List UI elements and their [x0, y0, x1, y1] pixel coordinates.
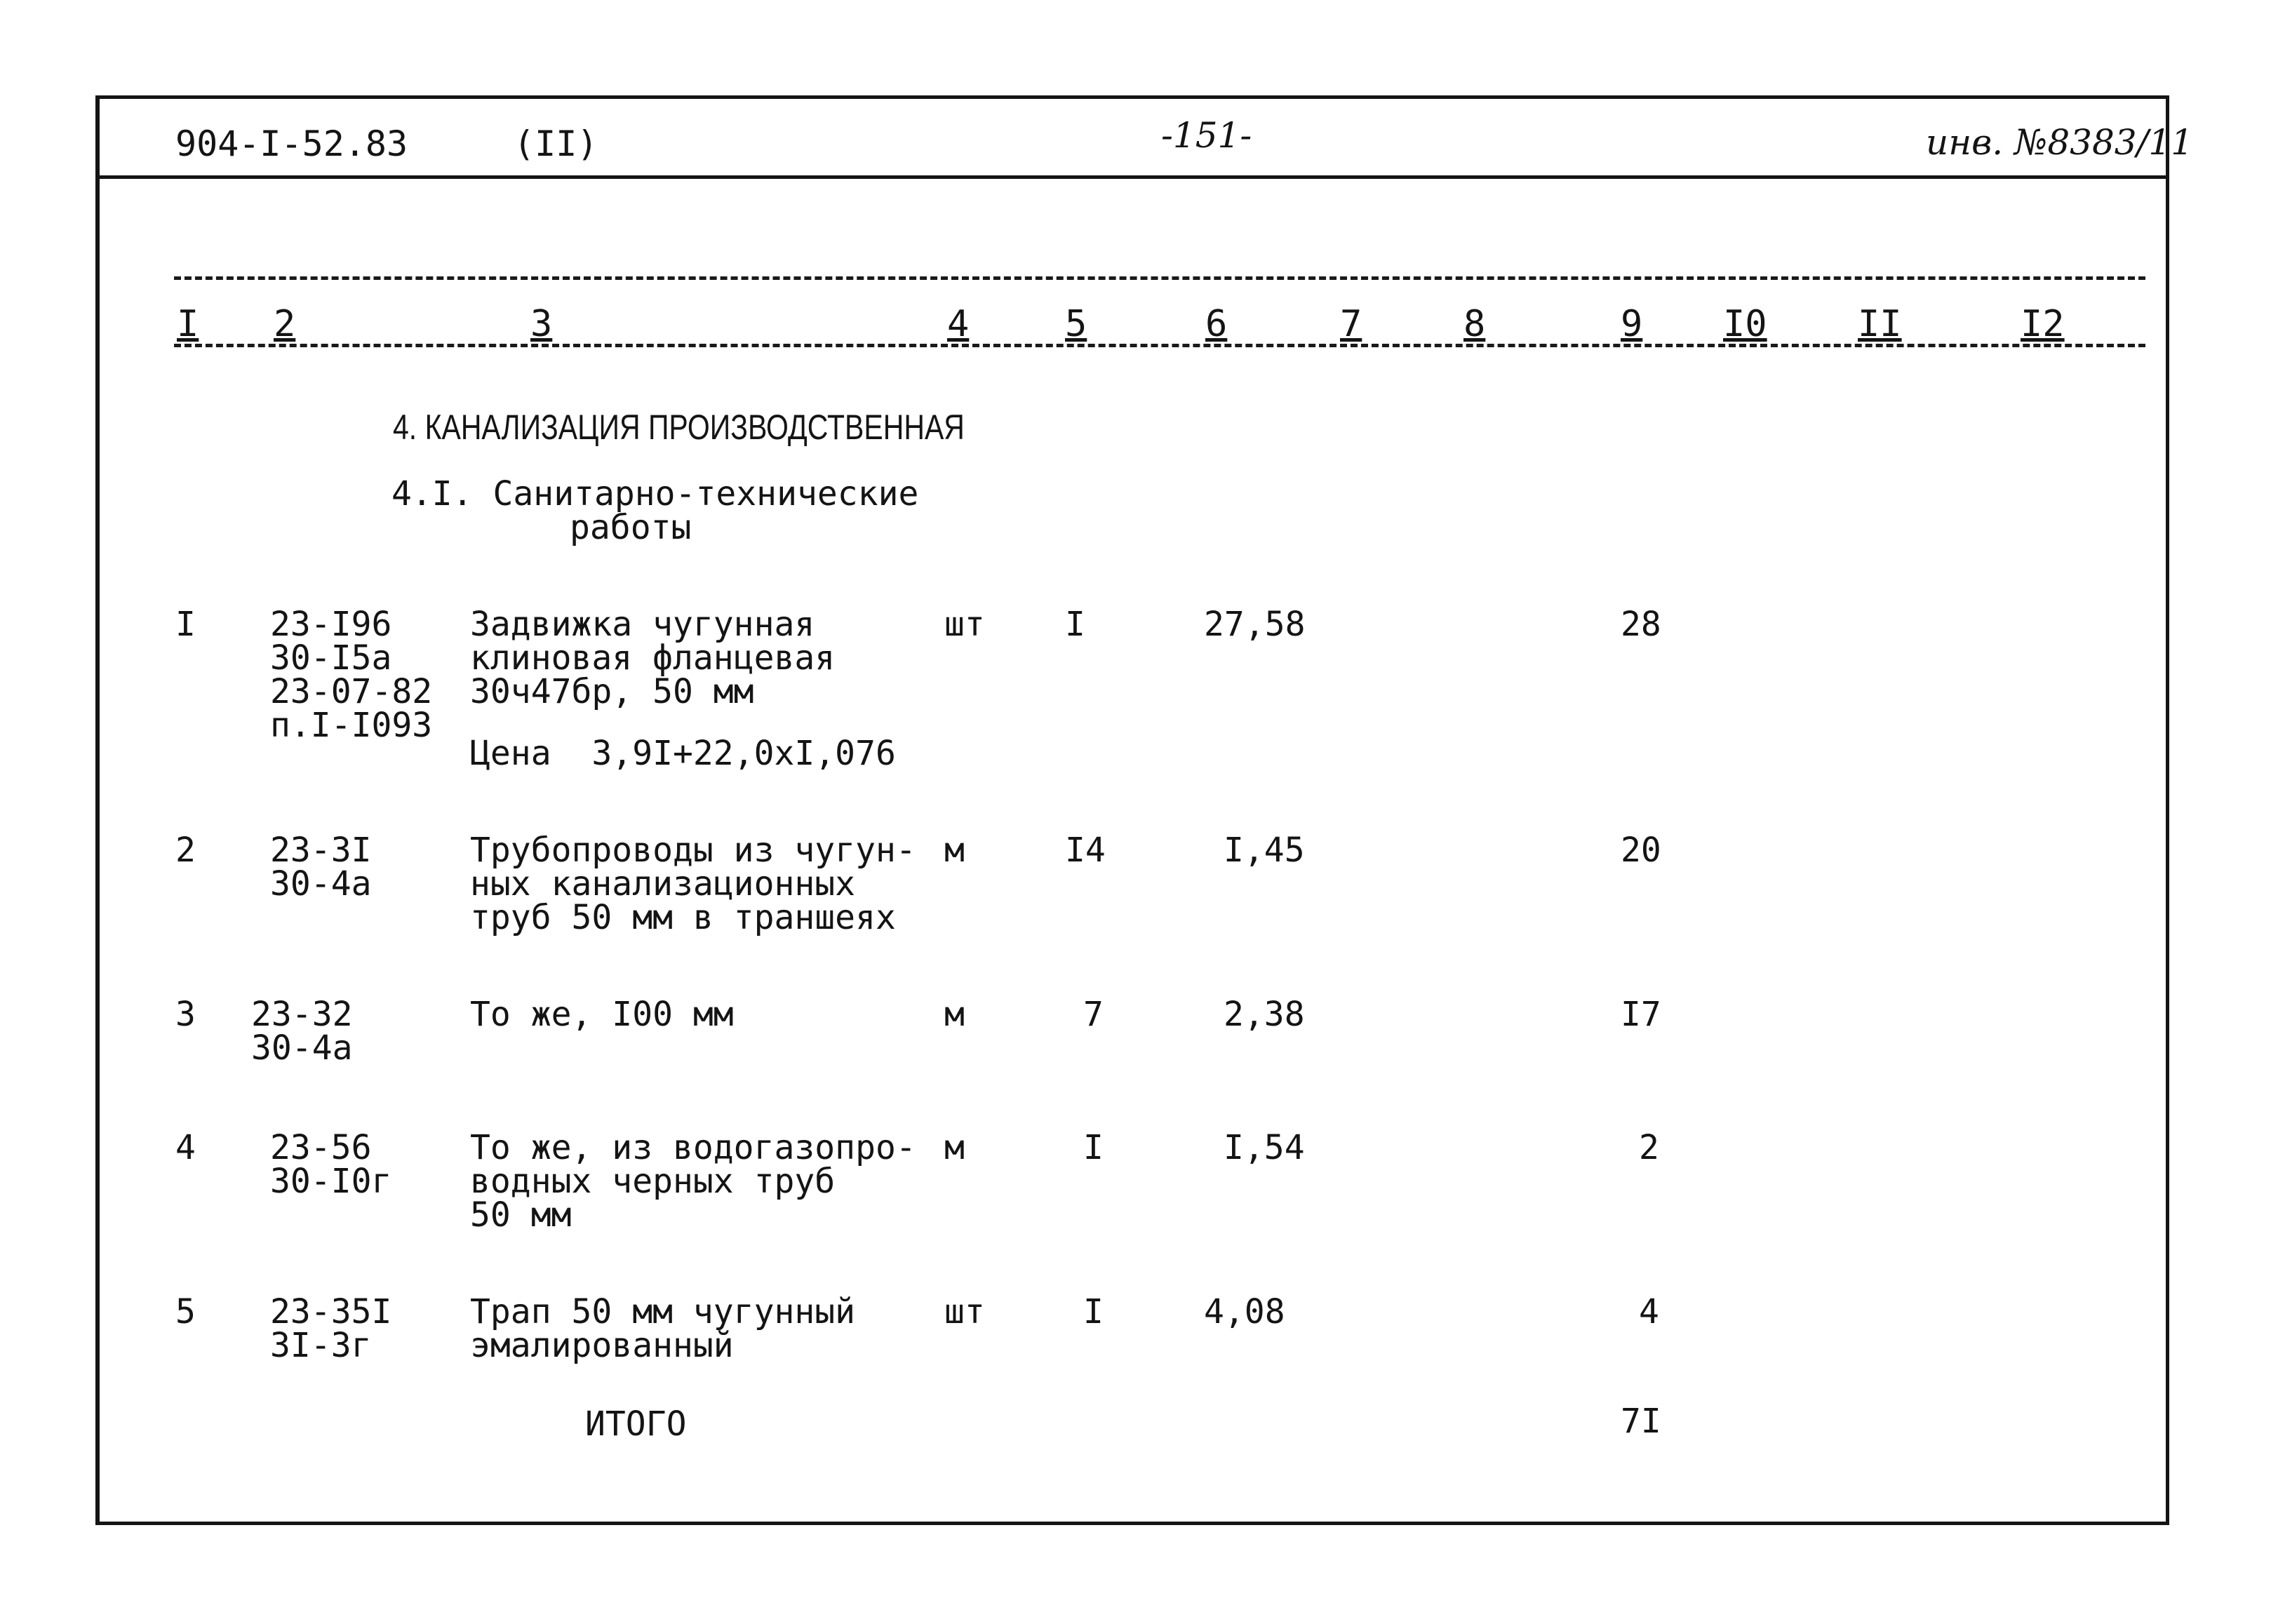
quantity: I: [1083, 1292, 1104, 1331]
row-total: 4: [1639, 1292, 1659, 1331]
column-number: 8: [1463, 303, 1486, 345]
header-divider: [95, 175, 2169, 179]
column-number: I0: [1723, 303, 1767, 345]
page-number: -151-: [1161, 115, 1252, 156]
inventory-number: инв. №8383/11: [1926, 122, 2194, 163]
row-total: 28: [1621, 605, 1661, 644]
unit: м: [944, 1128, 965, 1167]
column-number: II: [1858, 303, 1902, 345]
column-number: 6: [1205, 303, 1228, 345]
rate-code: 23-I96 30-I5a 23-07-82 п.I-I093: [270, 605, 433, 745]
grand-total: 7I: [1621, 1402, 1661, 1441]
column-header-dashline-bottom: [174, 344, 2145, 347]
row-number: 4: [175, 1128, 196, 1167]
row-number: 5: [175, 1292, 196, 1331]
unit-price: 2,38: [1224, 995, 1305, 1034]
column-number: 9: [1621, 303, 1643, 345]
row-number: I: [175, 605, 196, 644]
column-header-dashline-top: [174, 276, 2145, 280]
unit-price: 27,58: [1204, 605, 1306, 644]
unit-price: I,54: [1224, 1128, 1305, 1167]
rate-code: 23-3I 30-4a: [270, 831, 372, 904]
unit-price: I,45: [1224, 831, 1305, 870]
row-total: 20: [1621, 831, 1661, 870]
column-number: 7: [1340, 303, 1362, 345]
total-label: ИТОГО: [585, 1404, 687, 1444]
item-description: Трубопроводы из чугун- ных канализационных труб 50 мм в траншеях: [470, 831, 916, 937]
doc-code: 904-I-52.83: [175, 123, 408, 164]
unit: шт: [944, 605, 985, 644]
unit: м: [944, 831, 965, 870]
column-number: I: [177, 303, 199, 345]
column-number: 4: [947, 303, 970, 345]
column-number: 3: [530, 303, 553, 345]
column-number: 2: [274, 303, 296, 345]
row-total: 2: [1639, 1128, 1659, 1167]
subsection-title: 4.I. Санитарно-технические: [391, 474, 919, 514]
subsection-title-cont: работы: [570, 508, 692, 547]
price-formula: Цена 3,9I+22,0xI,076: [470, 734, 896, 773]
rate-code: 23-56 30-I0г: [270, 1128, 392, 1201]
section-title: 4. КАНАЛИЗАЦИЯ ПРОИЗВОДСТВЕННАЯ: [393, 408, 965, 447]
item-description: То же, из водогазопро- водных черных труб 50 мм: [470, 1128, 916, 1235]
rate-code: 23-35I 3I-3г: [270, 1292, 392, 1365]
column-number: 5: [1065, 303, 1087, 345]
rate-code: 23-32 30-4a: [251, 995, 353, 1068]
quantity: 7: [1083, 995, 1104, 1034]
row-number: 3: [175, 995, 196, 1034]
unit: шт: [944, 1292, 985, 1331]
row-number: 2: [175, 831, 196, 870]
item-description: То же, I00 мм: [470, 995, 734, 1034]
column-number: I2: [2021, 303, 2065, 345]
quantity: I4: [1065, 831, 1106, 870]
unit-price: 4,08: [1204, 1292, 1285, 1331]
unit: м: [944, 995, 965, 1034]
quantity: I: [1065, 605, 1085, 644]
row-total: I7: [1621, 995, 1661, 1034]
item-description: Задвижка чугунная клиновая фланцевая 30ч47бр, 50 мм: [470, 605, 836, 711]
part-number: (II): [514, 123, 598, 164]
item-description: Трап 50 мм чугунный эмалированный: [470, 1292, 856, 1365]
quantity: I: [1083, 1128, 1104, 1167]
